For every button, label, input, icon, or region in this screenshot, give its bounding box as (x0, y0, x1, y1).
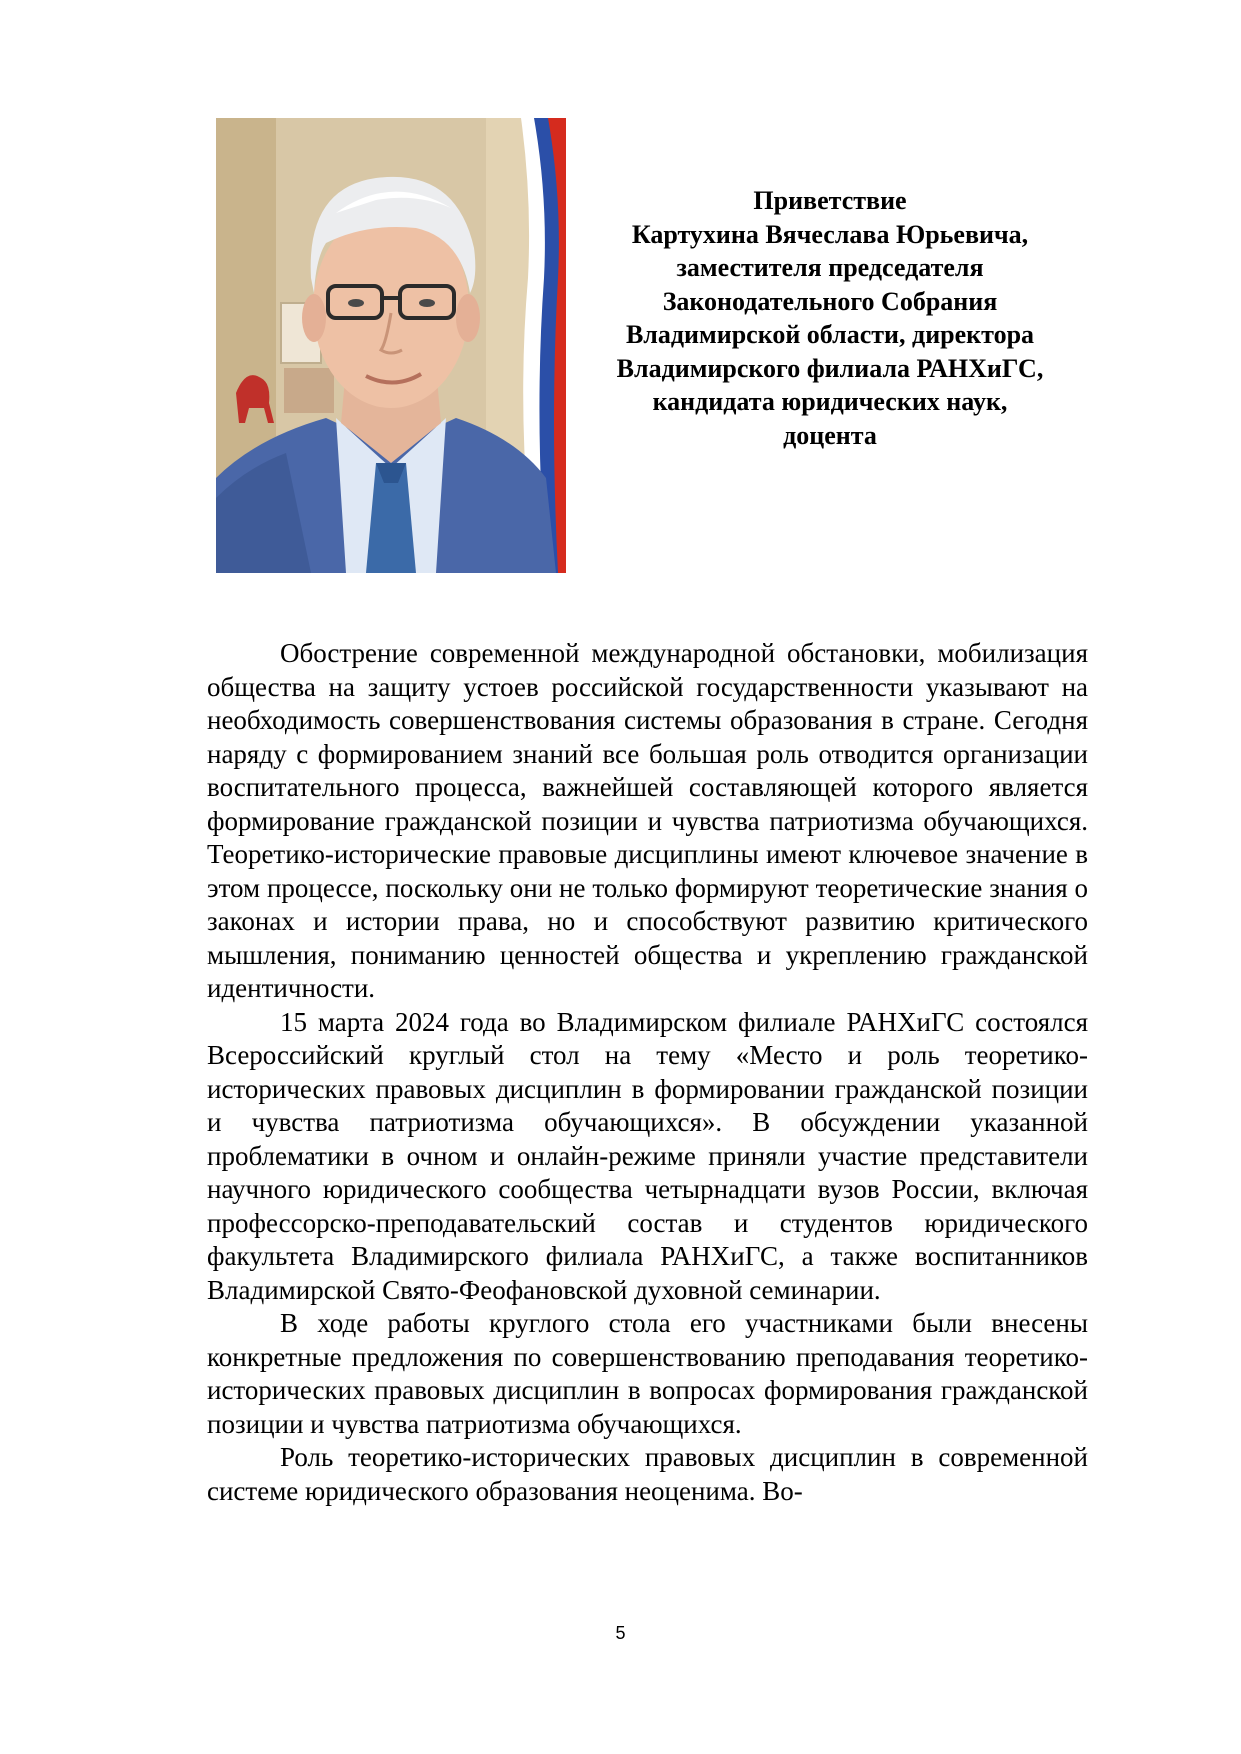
page-number: 5 (615, 1623, 626, 1643)
heading-line: Владимирского филиала РАНХиГС, (616, 353, 1044, 383)
paragraph: Роль теоретико-исторических правовых дисциплин в современной системе юридического образования неоценима. Во- (207, 1442, 1088, 1506)
paragraph: Обострение современной международной обстановки, мобилизация общества на защиту устоев российской государственности указывают на необходимость совершенствования системы образования в стране. Сегодня наряду с формированием знаний все большая роль отводится организации воспитательного процесса, важнейшей составляющей которого является формирование гражданской позиции и чувства патриотизма обучающихся. Теоретико-исторические правовые дисциплины имеют ключевое значение в этом процессе, поскольку они не только формируют теоретические знания о законах и истории права, но и способствуют развитию критического мышления, пониманию ценностей общества и укреплению гражданской идентичности. (207, 638, 1088, 1003)
article-body (207, 637, 1088, 1508)
heading-line: Приветствие (753, 186, 907, 215)
paragraph: В ходе работы круглого стола его участниками были внесены конкретные предложения по совершенствованию преподавания теоретико-исторических правовых дисциплин в вопросах формирования гражданской позиции и чувства патриотизма обучающихся. (207, 1308, 1088, 1439)
heading-line: Картухина Вячеслава Юрьевича, (631, 219, 1029, 249)
heading-line: Законодательного Собрания (662, 286, 998, 316)
portrait-illustration (216, 118, 566, 573)
portrait-photo (216, 118, 566, 573)
heading-line: Владимирской области, директора (625, 320, 1035, 349)
greeting-heading (580, 184, 1080, 452)
heading-line: доцента (783, 420, 877, 450)
paragraph: 15 марта 2024 года во Владимирском филиале РАНХиГС состоялся Всероссийский круглый стол на тему «Место и роль теоретико-исторических правовых дисциплин в формировании гражданской позиции и чувства патриотизма обучающихся». В обсуждении указанной проблематики в очном и онлайн-режиме приняли участие представители научного юридического сообщества четырнадцати вузов России, включая профессорско-преподавательский состав и студентов юридического факультета Владимирского филиала РАНХиГС, а также воспитанников Владимирской Свято-Феофановской духовной семинарии. (207, 1006, 1088, 1305)
heading-line: кандидата юридических наук, (652, 387, 1008, 416)
heading-line: заместителя председателя (676, 253, 984, 282)
